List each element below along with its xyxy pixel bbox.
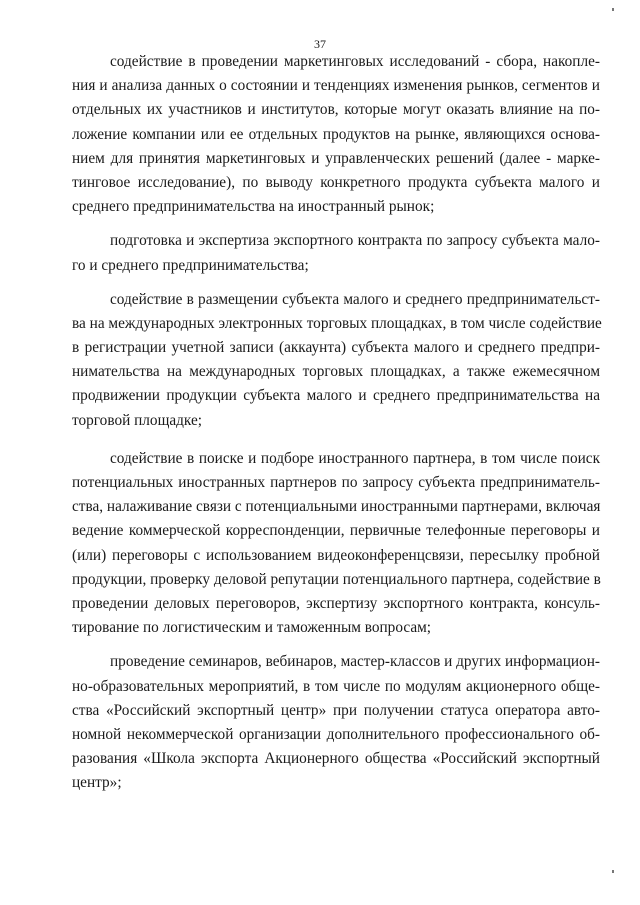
text-line: продукции, проверку деловой репутации потенциального партнера, содействие в xyxy=(72,570,601,588)
scan-mark xyxy=(612,870,614,873)
text-line: торговой площадке; xyxy=(72,411,203,429)
text-line: ва на международных электронных торговых площадках, в том числе содействие xyxy=(72,314,602,332)
text-line: номной некоммерческой организации дополнительного профессионального об- xyxy=(72,725,600,743)
paragraph-partner-search xyxy=(72,447,600,641)
text-line: потенциальных иностранных партнеров по запросу субъекта предприниматель- xyxy=(72,474,600,491)
text-line: отдельных их участников и институтов, которые могут оказать влияние на по- xyxy=(72,101,600,119)
text-line: содействие в проведении маркетинговых исследований - сбора, накопле- xyxy=(110,53,600,70)
text-line: среднего предпринимательства на иностранный рынок; xyxy=(72,198,435,216)
text-line: центр»; xyxy=(72,774,122,792)
text-line: тинговое исследование), по выводу конкретного продукта субъекта малого и xyxy=(72,173,600,191)
text-line: тирование по логистическим и таможенным вопросам; xyxy=(72,619,432,637)
text-line: содействие в размещении субъекта малого и среднего предпринимательст- xyxy=(110,290,600,308)
scan-mark xyxy=(612,8,614,11)
paragraph-export-contract xyxy=(72,229,600,277)
paragraph-market-research xyxy=(72,50,600,219)
text-line: ложение компании или ее отдельных продуктов на рынке, являющихся основа- xyxy=(72,125,600,143)
body-text xyxy=(72,50,600,795)
text-line: проведение семинаров, вебинаров, мастер-классов и других информацион- xyxy=(110,653,600,671)
text-line: но-образовательных мероприятий, в том числе по модулям акционерного обще- xyxy=(72,677,600,695)
text-line: ства «Российский экспортный центр» при получении статуса оператора авто- xyxy=(72,701,600,719)
paragraph-seminars xyxy=(72,650,600,795)
text-line: нимательства на международных торговых площадках, а также ежемесячном xyxy=(72,363,600,381)
text-line: ния и анализа данных о состоянии и тенденциях изменения рынков, сегментов и xyxy=(72,77,600,95)
text-line: в регистрации учетной записи (аккаунта) субъекта малого и среднего предпри- xyxy=(72,339,600,357)
text-line: содействие в поиске и подборе иностранного партнера, в том числе поиск xyxy=(110,449,600,467)
paragraph-marketplaces xyxy=(72,288,600,433)
text-line: продвижении продукции субъекта малого и среднего предпринимательства на xyxy=(72,387,600,405)
text-line: нием для принятия маркетинговых и управленческих решений (далее - марке- xyxy=(72,149,600,167)
page-number: 37 xyxy=(314,37,326,51)
text-line: проведении деловых переговоров, экспертизу экспортного контракта, консуль- xyxy=(72,594,600,612)
text-line: разования «Школа экспорта Акционерного общества «Российский экспортный xyxy=(72,750,600,768)
text-line: ства, налаживание связи с потенциальными иностранными партнерами, включая xyxy=(72,498,601,516)
text-line: ведение коммерческой корреспонденции, первичные телефонные переговоры и xyxy=(72,522,600,540)
text-line: подготовка и экспертиза экспортного контракта по запросу субъекта мало- xyxy=(110,232,600,250)
text-line: (или) переговоры с использованием видеоконференцсвязи, пересылку пробной xyxy=(72,546,600,564)
text-line: го и среднего предпринимательства; xyxy=(72,256,309,274)
